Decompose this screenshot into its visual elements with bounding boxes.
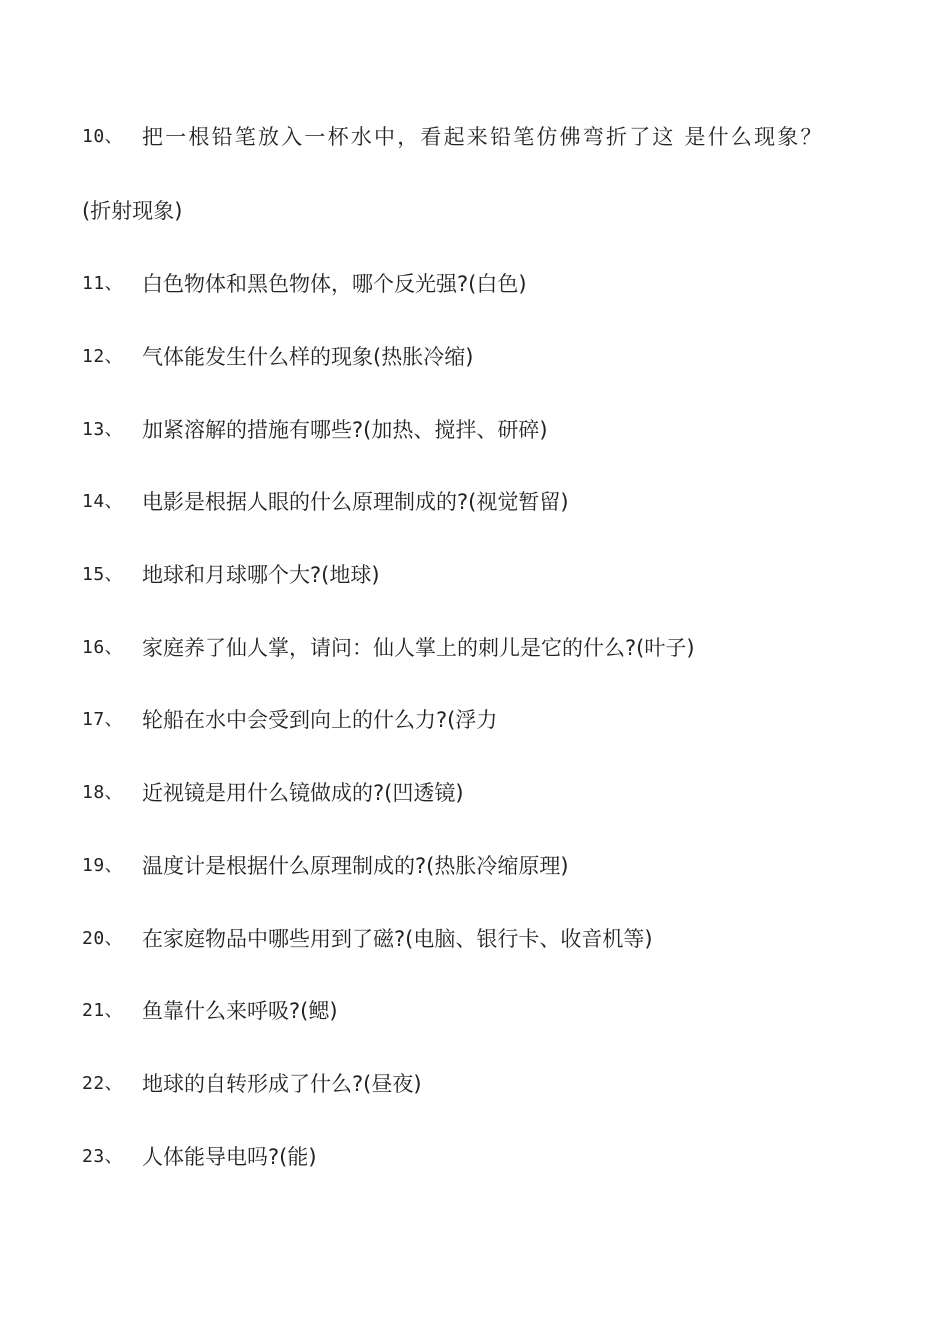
question-number: 15、	[82, 564, 124, 585]
question-number: 22、	[82, 1073, 124, 1094]
question-number: 10、	[82, 126, 124, 147]
question-22	[82, 1067, 912, 1101]
question-text: 温度计是根据什么原理制成的?(热胀冷缩原理)	[142, 854, 569, 878]
question-14	[82, 485, 912, 519]
question-10-answer: (折射现象)	[82, 199, 183, 223]
question-19	[82, 849, 912, 883]
question-text: 轮船在水中会受到向上的什么力?(浮力	[142, 708, 498, 732]
question-text: 人体能导电吗?(能)	[142, 1145, 317, 1169]
question-number: 12、	[82, 346, 124, 367]
question-10	[82, 120, 912, 154]
question-text: 白色物体和黑色物体，哪个反光强?(白色)	[142, 272, 527, 296]
question-text: 气体能发生什么样的现象(热胀冷缩)	[142, 345, 474, 369]
question-text: 电影是根据人眼的什么原理制成的?(视觉暂留)	[142, 490, 569, 514]
question-20	[82, 922, 912, 956]
question-text: 地球和月球哪个大?(地球)	[142, 563, 380, 587]
question-number: 20、	[82, 928, 124, 949]
question-23	[82, 1140, 912, 1174]
question-12	[82, 340, 912, 374]
question-number: 11、	[82, 273, 124, 294]
question-number: 21、	[82, 1000, 124, 1021]
question-13	[82, 413, 912, 447]
question-text: 把一根铅笔放入一杯水中，看起来铅笔仿佛弯折了这 是什么现象？	[142, 125, 824, 149]
question-number: 16、	[82, 637, 124, 658]
question-number: 13、	[82, 419, 124, 440]
question-number: 18、	[82, 782, 124, 803]
question-text: 加紧溶解的措施有哪些?(加热、搅拌、研碎)	[142, 418, 548, 442]
question-16	[82, 631, 912, 665]
question-number: 19、	[82, 855, 124, 876]
question-number: 23、	[82, 1146, 124, 1167]
question-18	[82, 776, 912, 810]
question-text: 近视镜是用什么镜做成的?(凹透镜)	[142, 781, 464, 805]
question-number: 17、	[82, 709, 124, 730]
question-number: 14、	[82, 491, 124, 512]
question-21	[82, 994, 912, 1028]
question-text: 在家庭物品中哪些用到了磁?(电脑、银行卡、收音机等)	[142, 927, 653, 951]
question-text: 鱼靠什么来呼吸?(鳃)	[142, 999, 338, 1023]
question-11	[82, 267, 912, 301]
question-15	[82, 558, 912, 592]
question-text: 地球的自转形成了什么?(昼夜)	[142, 1072, 422, 1096]
question-17	[82, 703, 912, 737]
question-text: 家庭养了仙人掌，请问：仙人掌上的刺儿是它的什么?(叶子)	[142, 636, 695, 660]
